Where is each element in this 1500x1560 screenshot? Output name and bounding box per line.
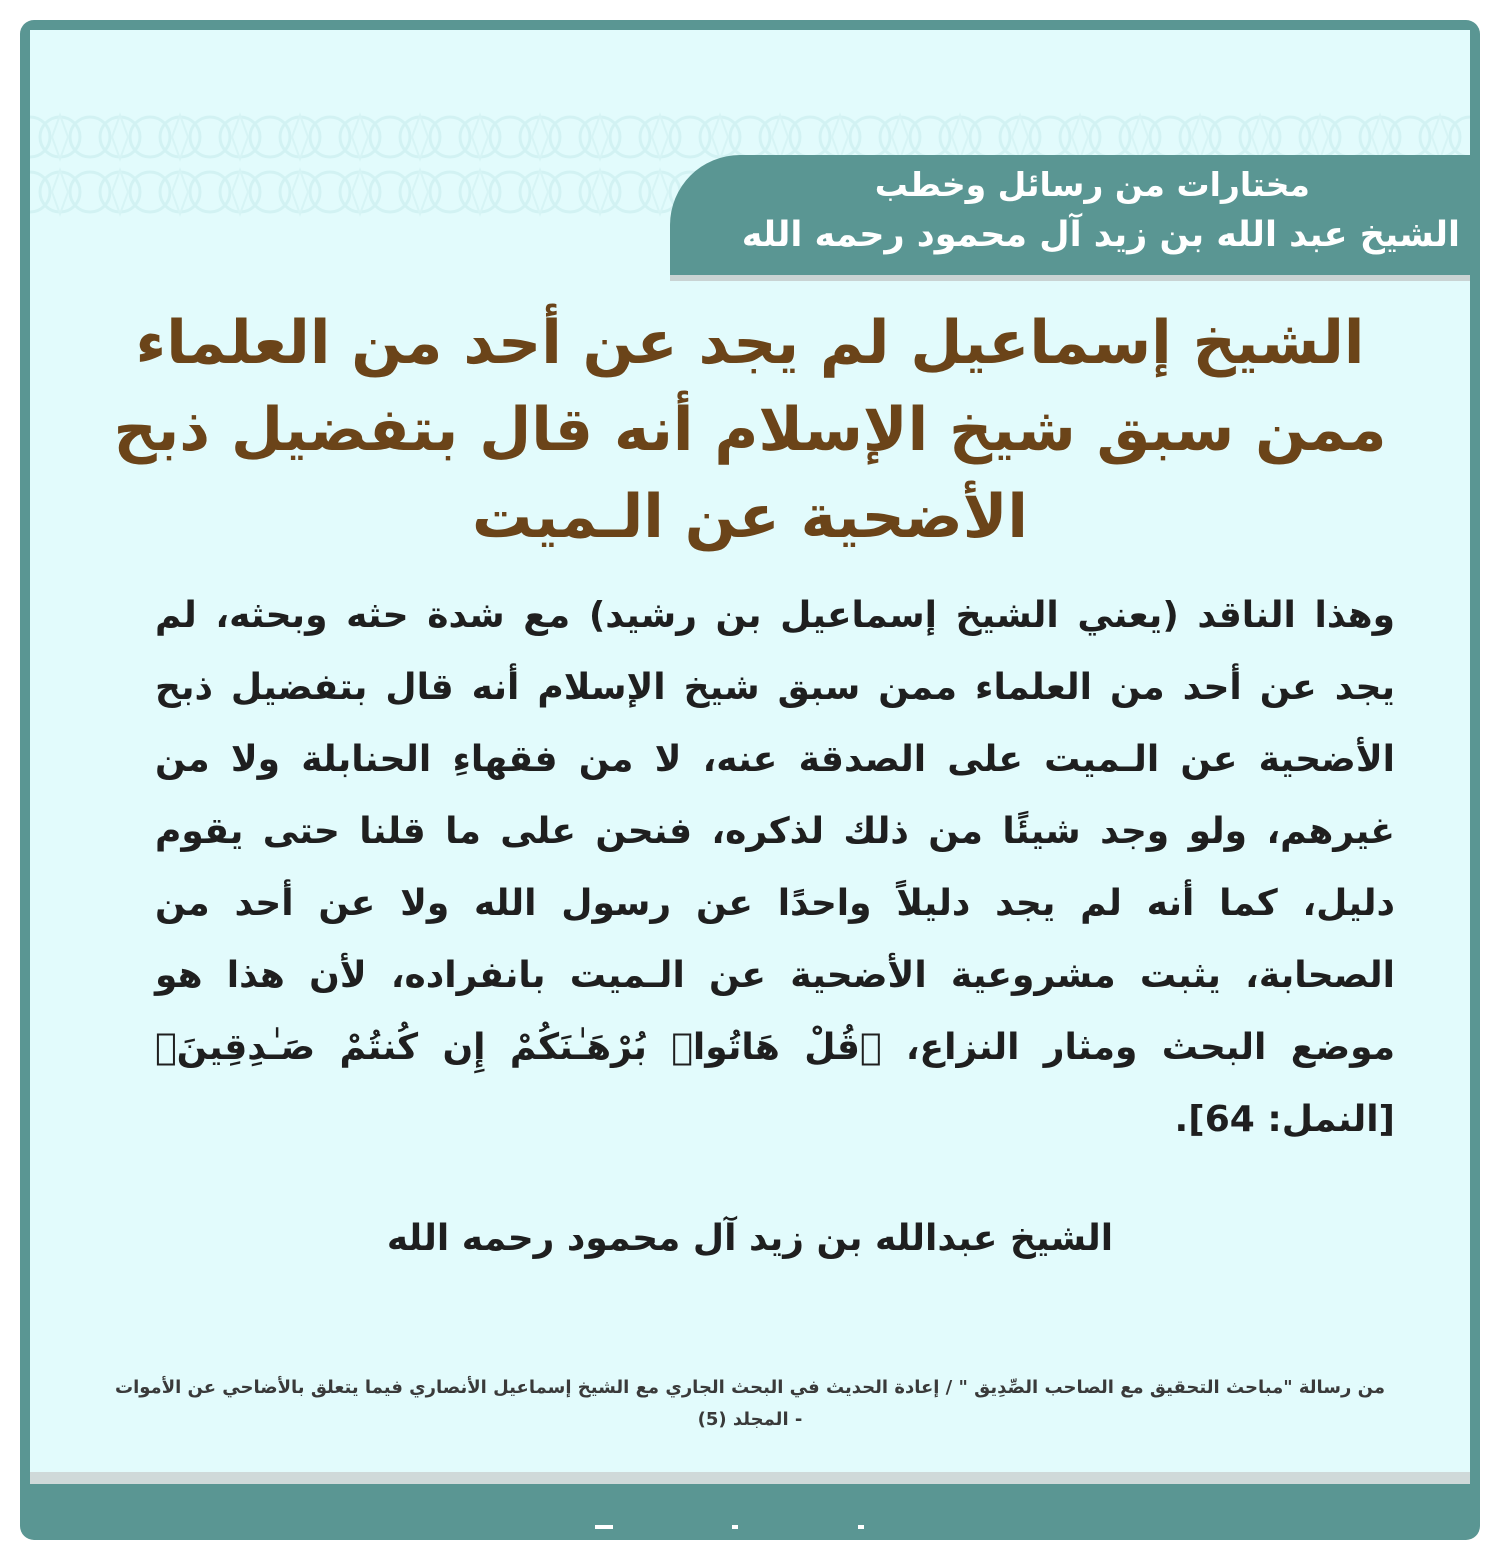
source-citation: من رسالة "مباحث التحقيق مع الصاحب الصِّدِيق " / إعادة الحديث في البحث الجاري مع الشيخ إسماعيل الأنصاري فيما يتعلق بالأضاحي عن الأموات - المجلد (5) xyxy=(115,1377,1385,1430)
page-frame xyxy=(20,20,1480,1540)
header-banner xyxy=(670,155,1470,275)
article-title: الشيخ إسماعيل لم يجد عن أحد من العلماء ممن سبق شيخ الإسلام أنه قال بتفضيل ذبح الأضحية عن الـميت xyxy=(113,308,1387,552)
article-body: وهذا الناقد (يعني الشيخ إسماعيل بن رشيد) مع شدة حثه وبحثه، لم يجد عن أحد من العلماء ممن سبق شيخ الإسلام أنه قال بتفضيل ذبح الأضحية عن الـميت على الصدقة عنه، لا من فقهاءِ الحنابلة ولا من غيرهم، ولو وجد شيئًا من ذلك لذكره، فنحن على ما قلنا حتى يقوم دليل، كما أنه لم يجد دليلاً واحدًا عن رسول الله ولا عن أحد من الصحابة، يثبت مشروعية الأضحية عن الـميت بانفراده، لأن هذا هو موضع البحث ومثار النزاع، ﴿قُلْ هَاتُوا۟ بُرْهَـٰنَكُمْ إِن كُنتُمْ صَـٰدِقِينَ﴾ [النمل: 64]. xyxy=(155,595,1395,1140)
author-signature: الشيخ عبدالله بن زيد آل محمود رحمه الله xyxy=(386,1218,1114,1259)
content-panel xyxy=(30,30,1470,1472)
bottom-divider xyxy=(30,1472,1470,1484)
footer-marks xyxy=(20,1525,1480,1535)
header-line-2: الشيخ عبد الله بن زيد آل محمود رحمه الله xyxy=(741,215,1460,255)
header-line-1: مختارات من رسائل وخطب xyxy=(874,165,1310,204)
